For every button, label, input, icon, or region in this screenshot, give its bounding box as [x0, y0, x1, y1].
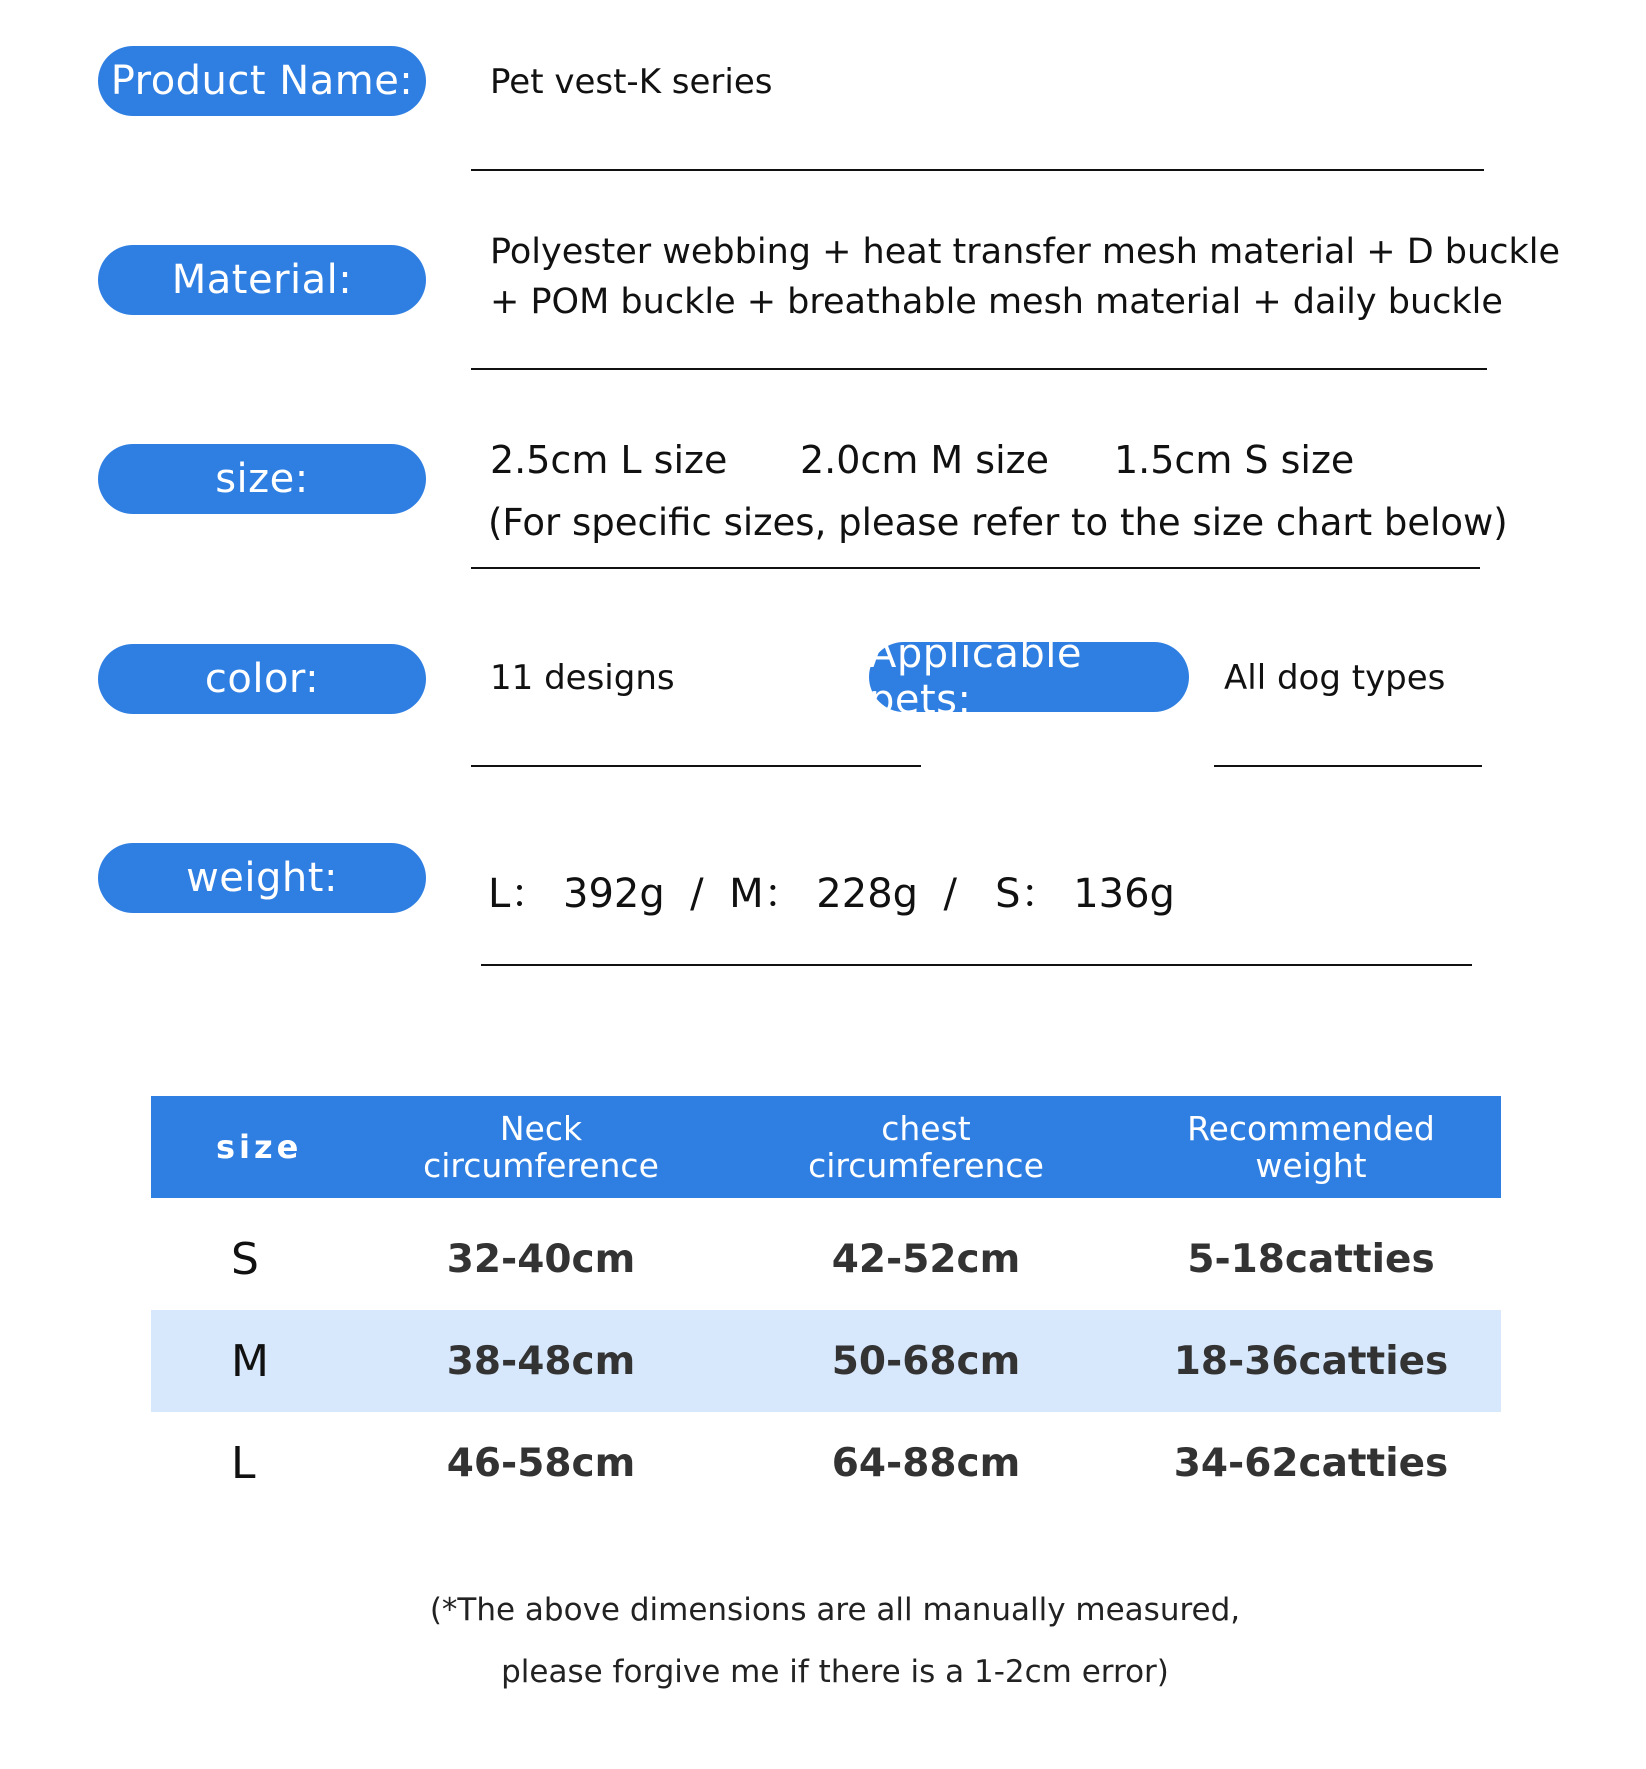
product-name-value: Pet vest-K series — [490, 62, 773, 102]
row-chest: 42-52cm — [831, 1236, 1021, 1282]
row-size: L — [231, 1437, 256, 1489]
product-name-label: Product Name: — [98, 46, 426, 116]
header-neck — [351, 1110, 731, 1184]
size-option-m: 2.0cm M size — [800, 438, 1049, 482]
material-divider — [471, 368, 1487, 370]
size-option-s: 1.5cm S size — [1114, 438, 1355, 482]
row-weight: 34-62catties — [1173, 1440, 1449, 1486]
material-label: Material: — [98, 245, 426, 315]
material-value-line2: + POM buckle + breathable mesh material + daily buckle — [490, 282, 1503, 322]
material-value-line1: Polyester webbing + heat transfer mesh material + D buckle — [490, 232, 1560, 272]
row-weight: 18-36catties — [1173, 1338, 1449, 1384]
applicable-pets-divider — [1214, 765, 1482, 767]
table-row — [151, 1412, 1501, 1514]
color-value: 11 designs — [490, 658, 675, 698]
header-neck-line2: circumference — [423, 1146, 659, 1185]
applicable-pets-value: All dog types — [1224, 658, 1446, 698]
header-neck-line1: Neck — [499, 1109, 583, 1148]
footnote-line2: please forgive me if there is a 1-2cm error) — [501, 1654, 1169, 1690]
size-chart — [151, 1096, 1501, 1514]
header-weight — [1121, 1110, 1501, 1184]
row-neck: 38-48cm — [446, 1338, 636, 1384]
size-chart-note: (For specific sizes, please refer to the size chart below) — [488, 501, 1508, 544]
size-label: size: — [98, 444, 426, 514]
row-size: M — [231, 1335, 269, 1387]
table-row — [151, 1208, 1501, 1310]
color-divider — [471, 765, 921, 767]
header-weight-line2: weight — [1255, 1146, 1367, 1185]
row-size: S — [231, 1233, 259, 1285]
row-chest: 64-88cm — [831, 1440, 1021, 1486]
product-name-divider — [471, 169, 1484, 171]
row-neck: 32-40cm — [446, 1236, 636, 1282]
size-divider — [471, 567, 1480, 569]
row-chest: 50-68cm — [831, 1338, 1021, 1384]
size-chart-header — [151, 1096, 1501, 1198]
header-size: size — [216, 1127, 303, 1166]
header-chest — [731, 1110, 1121, 1184]
weight-value: L： 392g / M： 228g / S： 136g — [488, 871, 1175, 917]
header-chest-line1: chest — [881, 1109, 971, 1148]
size-option-l: 2.5cm L size — [490, 438, 728, 482]
row-neck: 46-58cm — [446, 1440, 636, 1486]
weight-divider — [481, 964, 1472, 966]
header-weight-line1: Recommended — [1187, 1109, 1435, 1148]
weight-label: weight: — [98, 843, 426, 913]
footnote-line1: (*The above dimensions are all manually measured, — [429, 1592, 1241, 1628]
applicable-pets-label: Applicable pets: — [869, 642, 1189, 712]
table-row — [151, 1310, 1501, 1412]
color-label: color: — [98, 644, 426, 714]
header-chest-line2: circumference — [808, 1146, 1044, 1185]
row-weight: 5-18catties — [1187, 1236, 1435, 1282]
